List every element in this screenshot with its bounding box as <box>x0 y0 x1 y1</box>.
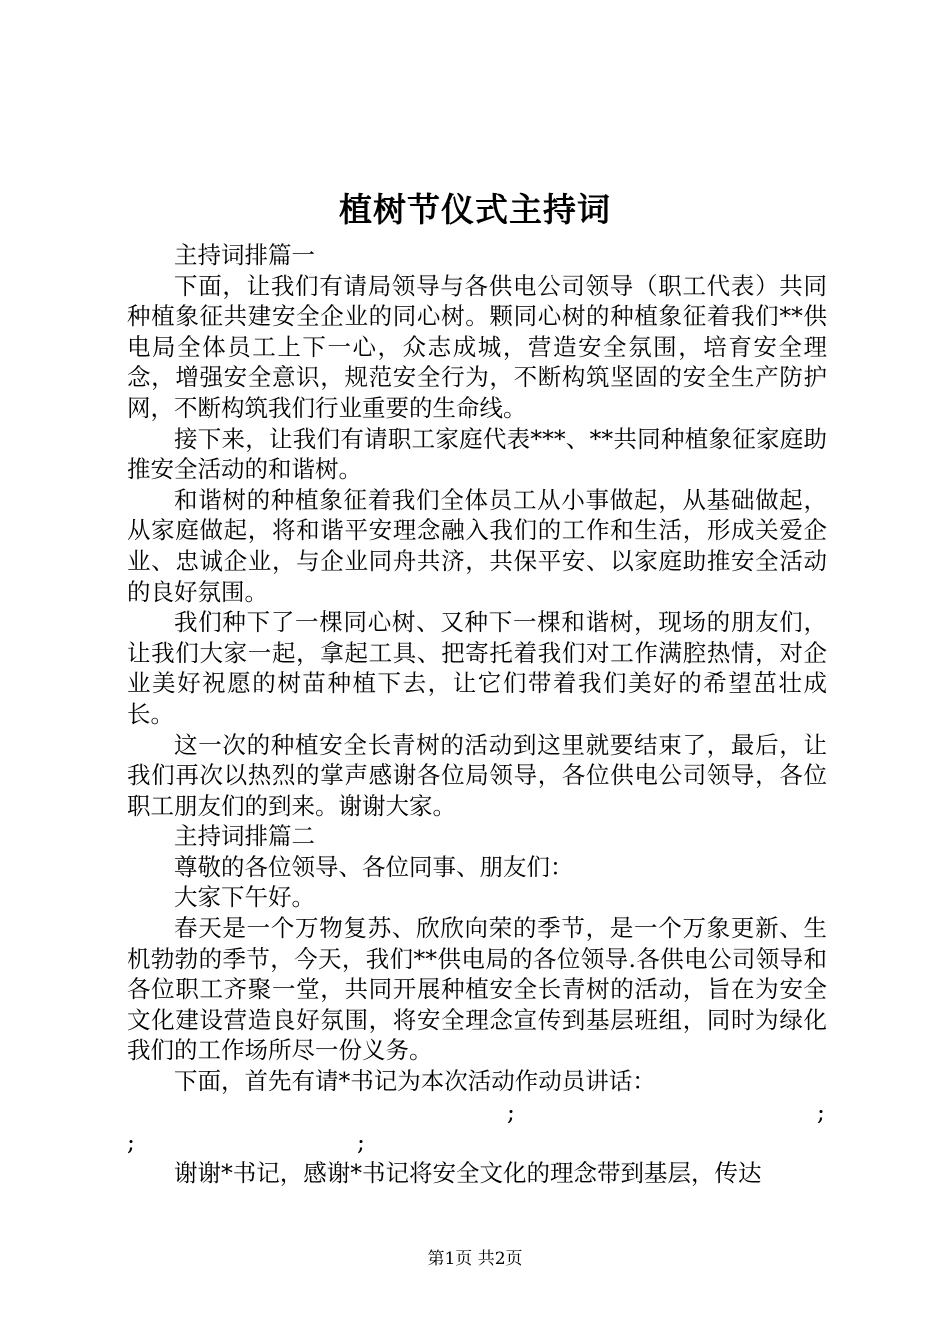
section-heading-2: 主持词排篇二 <box>174 822 315 851</box>
paragraph: 春天是一个万物复苏、欣欣向荣的季节，是一个万象更新、生机勃勃的季节，今天，我们**供电局的各位领导.各供电公司领导和各位职工齐聚一堂，共同开展种植安全长青树的活动，旨在为安全文化建设营造良好氛围，将安全理念宣传到基层班组，同时为绿化我们的工作场所尽一份义务。 <box>127 914 827 1065</box>
semicolon: ; <box>507 1097 515 1126</box>
section-heading-1: 主持词排篇一 <box>174 241 315 269</box>
blank-fill-line <box>127 1097 827 1128</box>
document-body <box>127 240 827 1188</box>
greeting: 大家下午好。 <box>174 883 315 912</box>
paragraph: 我们种下了一棵同心树、又种下一棵和谐树，现场的朋友们，让我们大家一起，拿起工具、把寄托着我们对工作满腔热情，对企业美好祝愿的树苗种植下去，让它们带着我们美好的希望茁壮成长。 <box>127 608 827 728</box>
document-title: 植树节仪式主持词 <box>339 190 611 229</box>
blank-fill-line <box>127 1127 827 1158</box>
paragraph: 这一次的种植安全长青树的活动到这里就要结束了，最后，让我们再次以热烈的掌声感谢各位局领导，各位供电公司领导，各位职工朋友们的到来。谢谢大家。 <box>127 730 827 820</box>
semicolon: ; <box>127 1128 135 1157</box>
paragraph: 和谐树的种植象征着我们全体员工从小事做起，从基础做起，从家庭做起，将和谐平安理念融入我们的工作和生活，形成关爱企业、忠诚企业，与企业同舟共济，共保平安、以家庭助推安全活动的良好氛围。 <box>127 485 827 606</box>
semicolon: ; <box>357 1128 365 1157</box>
page-number-footer: 第1页 共2页 <box>427 1249 523 1269</box>
paragraph: 谢谢*书记，感谢*书记将安全文化的理念带到基层，传达 <box>174 1158 762 1187</box>
paragraph: 下面，让我们有请局领导与各供电公司领导（职工代表）共同种植象征共建安全企业的同心树。颗同心树的种植象征着我们**供电局全体员工上下一心，众志成城，营造安全氛围，培育安全理念，增强安全意识，规范安全行为，不断构筑坚固的安全生产防护网，不断构筑我们行业重要的生命线。 <box>127 271 827 422</box>
salutation: 尊敬的各位领导、各位同事、朋友们： <box>174 852 574 881</box>
paragraph: 下面，首先有请*书记为本次活动作动员讲话： <box>174 1067 656 1096</box>
paragraph: 接下来，让我们有请职工家庭代表***、**共同种植象征家庭助推安全活动的和谐树。 <box>127 424 827 484</box>
semicolon: ; <box>817 1097 825 1126</box>
